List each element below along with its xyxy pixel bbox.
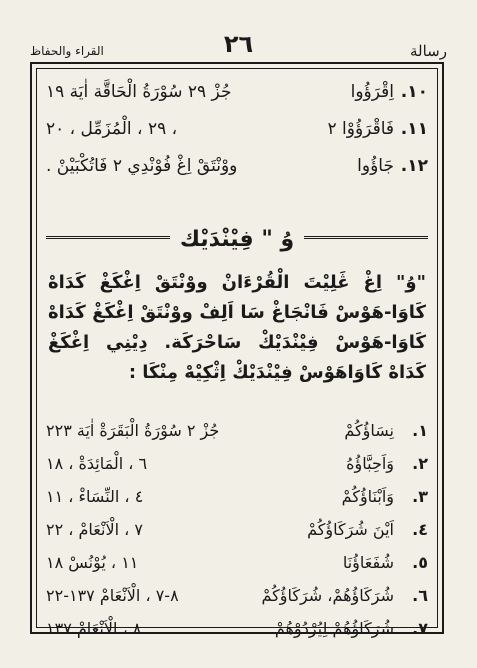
page-number: ٢٦ [223,30,254,58]
ref-num: ١١. [400,119,428,139]
ref-meta: ووْنْتَقْ اِغْ فُوْنْدِي ٢ فَاتُكْبَيْنْ . [46,156,238,176]
section-heading [46,224,428,254]
ref-num: ١٢. [400,156,428,176]
ref-num: ٤. [412,520,428,539]
ref-num: ٥. [412,553,428,572]
page-frame [30,62,444,638]
ref-word: اِقْرَؤُوا [350,82,394,102]
page-header [30,30,447,60]
ref-num: ٧. [412,619,428,638]
ref-meta: ٨-٧ ، الْاَنْعَامْ ١٣٧-٢٢ [46,586,179,605]
ref-meta: ٤ ، النِّسَاءْ ، ١١ [46,487,144,506]
ref-num: ٦. [412,586,428,605]
ref-row [46,612,428,645]
ref-meta: جُزْ ٢ سُوْرَةُ الْبَقَرَةْ اٰيَة ٢٢٣ [46,421,220,440]
ref-word: شُرَكَاؤُهُمْ لِيُرْدُوْهُمْ [274,619,394,638]
section-title: وُ " فِيْنْدَيْك [179,226,295,252]
heading-rule-left [46,236,170,242]
refs-top-list [46,74,428,185]
ref-row [46,148,428,185]
ref-row [46,513,428,546]
ref-meta: ، ٢٩ ، الْمُزَمِّل ، ٢٠ [46,119,178,139]
ref-meta: ٨ ، الْاَنْعَامْ ١٣٧ [46,619,142,638]
ref-meta: جُزْ ٢٩ سُوْرَةُ الْحَاقَّة اٰيَة ١٩ [46,82,232,102]
ref-word: وَاَبْنَاؤُكُمْ [341,487,394,506]
body-paragraph: "وُ" اِغْ ڠَلِيْتَ الْقُرْءَانْ ووْنْتَقْ اِغْكَغْ كَدَاهْ كَاوَا-هَوْسْ فَانْجَاغْ سَا اَلِفْ ووْنْتَقْ اِغْكَغْ كَدَاهْ كَاوَا-هَوْسْ فِيْنْدَيْكْ سَاحْرَكَة. دِيْنِي اِغْكَغْ كَدَاهْ كَاوَاهَوْسْ فِيْنْدَيْكْ اِثْكِيْهْ مِنْكَا : [48,272,426,383]
header-left-title: القراء والحفاظ [30,44,104,58]
ref-word: نِسَاؤُكُمْ [344,421,394,440]
ref-word: جَاؤُوا [357,156,394,176]
ref-num: ١٠. [400,82,428,102]
ref-row [46,447,428,480]
ref-row [46,546,428,579]
ref-row [46,414,428,447]
refs-bottom-list [46,414,428,645]
ref-row [46,74,428,111]
ref-word: وَاَحِبَّاؤُهُ [346,454,394,473]
ref-num: ١. [412,421,428,440]
ref-meta: ٧ ، الْاَنْعَامْ ، ٢٢ [46,520,143,539]
ref-row [46,480,428,513]
ref-word: فَاقْرَؤُوْا ٢ [327,119,394,139]
heading-rule-right [304,236,428,242]
ref-meta: ١١ ، يُوْنُسْ ١٨ [46,553,139,572]
ref-meta: ٦ ، الْمَائِدَةْ ، ١٨ [46,454,148,473]
ref-word: شُفَعَاؤُنَا [342,553,394,572]
ref-word: اَيْنَ شُرَكَاؤُكُمْ [307,520,394,539]
header-right-title: رسالة [410,42,447,60]
ref-num: ٢. [412,454,428,473]
ref-num: ٣. [412,487,428,506]
ref-row [46,579,428,612]
ref-row [46,111,428,148]
ref-word: شُرَكَاؤُهُمْ، شُرَكَاؤُكُمْ [261,586,394,605]
